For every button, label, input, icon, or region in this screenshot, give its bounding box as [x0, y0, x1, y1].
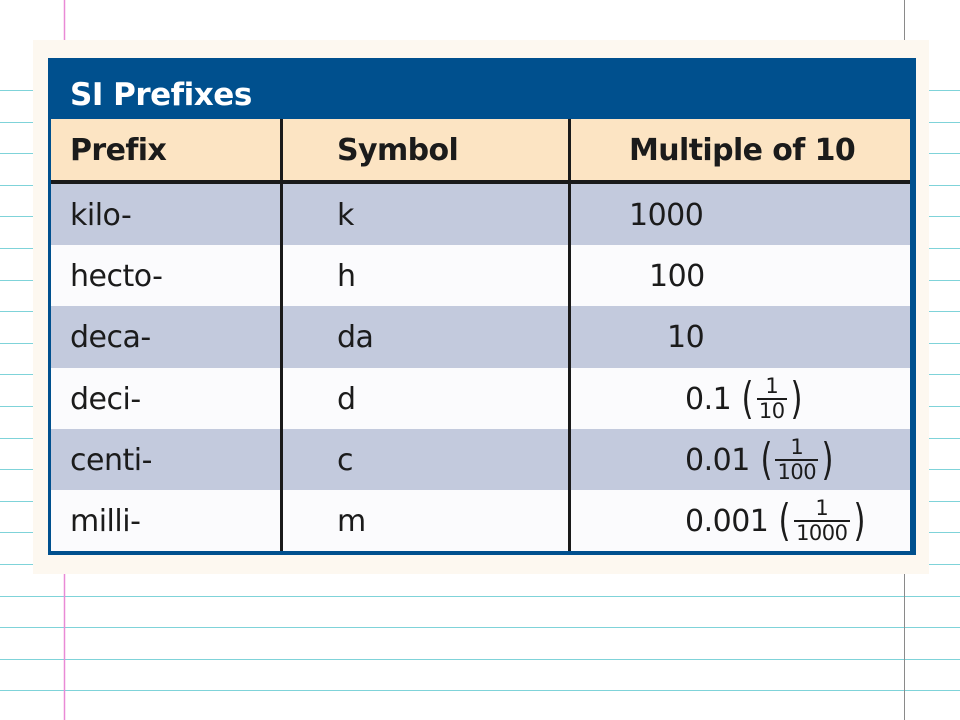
cell-prefix: hecto- — [70, 258, 163, 294]
left-paren: ( — [778, 495, 791, 546]
cell-multiple — [685, 429, 836, 491]
table-row — [51, 306, 910, 368]
cell-prefix: centi- — [70, 442, 152, 478]
left-paren: ( — [760, 434, 772, 485]
fraction-numerator: 1 — [790, 435, 804, 459]
cell-symbol: m — [337, 503, 366, 539]
right-paren: ) — [853, 495, 865, 546]
si-prefixes-table — [51, 119, 910, 551]
multiple-value: 0.001 — [685, 503, 769, 539]
cell-symbol: h — [337, 258, 356, 294]
multiple-value: 0.01 — [685, 442, 750, 478]
column-divider-2 — [568, 119, 571, 551]
table-row — [51, 429, 910, 491]
fraction-expression — [739, 373, 804, 424]
right-paren: ) — [821, 434, 834, 485]
fraction — [757, 376, 787, 422]
cell-symbol: c — [337, 442, 353, 478]
table-row — [51, 368, 910, 430]
cell-multiple — [685, 368, 804, 430]
fraction-numerator: 1 — [765, 374, 779, 398]
si-prefixes-card — [33, 40, 929, 574]
si-prefixes-panel — [48, 58, 916, 555]
fraction-denominator: 10 — [758, 399, 785, 423]
multiple-value: 10 — [667, 319, 705, 355]
table-title: SI Prefixes — [70, 77, 252, 113]
table-row — [51, 245, 910, 307]
table-row — [51, 490, 910, 551]
fraction-denominator: 1000 — [796, 521, 848, 545]
fraction — [775, 437, 818, 483]
multiple-value: 1000 — [629, 197, 704, 233]
cell-multiple — [649, 245, 705, 307]
fraction-expression — [758, 434, 836, 485]
cell-symbol: k — [337, 197, 354, 233]
header-prefix: Prefix — [70, 132, 167, 168]
fraction-denominator: 100 — [777, 460, 817, 484]
cell-symbol: da — [337, 319, 374, 355]
table-row — [51, 184, 910, 246]
right-paren: ) — [790, 373, 802, 424]
multiple-value: 0.1 — [685, 381, 732, 417]
column-divider-1 — [280, 119, 283, 551]
fraction-expression — [776, 495, 867, 546]
cell-multiple — [667, 306, 704, 368]
left-paren: ( — [741, 373, 754, 424]
cell-prefix: kilo- — [70, 197, 132, 233]
header-symbol: Symbol — [337, 132, 459, 168]
fraction — [794, 498, 849, 544]
cell-prefix: deci- — [70, 381, 141, 417]
cell-multiple — [629, 184, 703, 246]
cell-symbol: d — [337, 381, 356, 417]
cell-prefix: milli- — [70, 503, 141, 539]
fraction-numerator: 1 — [815, 496, 829, 520]
cell-multiple — [685, 490, 867, 551]
cell-prefix: deca- — [70, 319, 151, 355]
multiple-value: 100 — [649, 258, 705, 294]
table-header-row — [51, 119, 910, 181]
header-multiple: Multiple of 10 — [629, 132, 856, 168]
